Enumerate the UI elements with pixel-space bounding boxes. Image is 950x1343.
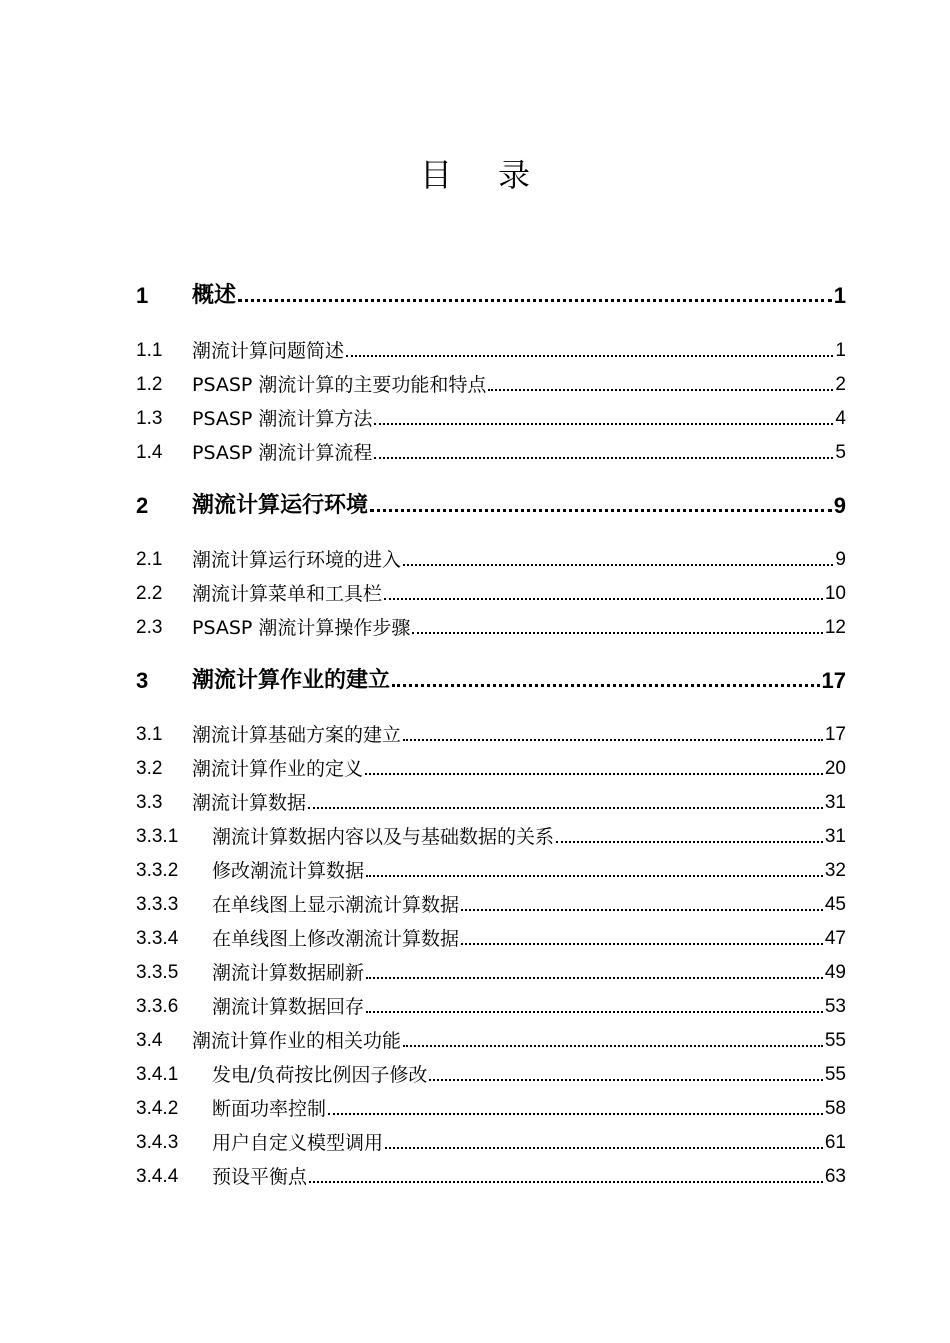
toc-entry-number: 2.1	[136, 549, 163, 570]
dot-leader	[403, 739, 823, 741]
dot-leader	[366, 1011, 823, 1013]
toc-entry-number: 1	[136, 283, 149, 308]
toc-entry[interactable]	[136, 926, 846, 952]
toc-entry[interactable]	[136, 1164, 846, 1190]
toc-entry-page: 45	[824, 894, 846, 915]
title-char-2: 录	[498, 156, 531, 194]
dot-leader	[308, 807, 823, 809]
toc-entry-number: 3.3.4	[136, 928, 179, 949]
toc-entry-number: 3.3.3	[136, 894, 179, 915]
toc-entry-page: 12	[824, 617, 846, 638]
dot-leader	[374, 457, 833, 459]
toc-entry-title: PSASP 潮流计算操作步骤	[192, 617, 411, 639]
toc-entry[interactable]	[136, 547, 846, 573]
toc-entry-title: 潮流计算问题简述	[192, 340, 345, 362]
toc-entry-page: 31	[824, 826, 846, 847]
toc-entry-page: 10	[824, 583, 846, 604]
toc-entry-title: 潮流计算作业的建立	[192, 668, 391, 693]
toc-entry-number: 3.3	[136, 792, 163, 813]
dot-leader	[392, 684, 820, 687]
toc-entry-number: 2.2	[136, 583, 163, 604]
toc-entry-page: 49	[824, 962, 846, 983]
toc-entry-number: 1.4	[136, 442, 163, 463]
toc-entry-page: 9	[835, 549, 846, 570]
toc-entry[interactable]	[136, 824, 846, 850]
toc-entry[interactable]	[136, 493, 846, 519]
dot-leader	[488, 389, 833, 391]
title-char-1: 目	[419, 156, 452, 194]
dot-leader	[429, 1079, 822, 1081]
toc-entry-number: 3.4.2	[136, 1098, 179, 1119]
toc-entry-number: 2.3	[136, 617, 163, 638]
dot-leader	[370, 509, 832, 512]
toc-entry-title: 潮流计算作业的定义	[192, 758, 364, 780]
toc-entry-page: 32	[824, 860, 846, 881]
toc-entry-title: 在单线图上显示潮流计算数据	[212, 894, 460, 916]
toc-entry-number: 3.4.1	[136, 1064, 179, 1085]
toc-entry[interactable]	[136, 858, 846, 884]
toc-entry-page: 31	[824, 792, 846, 813]
toc-entry[interactable]	[136, 1062, 846, 1088]
toc-entry-page: 63	[824, 1166, 846, 1187]
toc-entry-number: 3.3.2	[136, 860, 179, 881]
toc-entry-number: 3.4.3	[136, 1132, 179, 1153]
toc-entry-page: 17	[824, 724, 846, 745]
toc-entry-title: 在单线图上修改潮流计算数据	[212, 928, 460, 950]
toc-entry-title: 潮流计算数据刷新	[212, 962, 365, 984]
toc-entry-title: 潮流计算运行环境的进入	[192, 549, 402, 571]
toc-entry-page: 1	[833, 283, 846, 308]
dot-leader	[346, 355, 833, 357]
toc-entry-title: PSASP 潮流计算方法	[192, 408, 373, 430]
toc-entry-page: 47	[824, 928, 846, 949]
toc-entry-page: 20	[824, 758, 846, 779]
toc-entry-number: 1.3	[136, 408, 163, 429]
dot-leader	[403, 1045, 823, 1047]
toc-entry-number: 3	[136, 668, 149, 693]
toc-entry-title: 潮流计算作业的相关功能	[192, 1030, 402, 1052]
toc-entry-title: 预设平衡点	[212, 1166, 308, 1188]
dot-leader	[385, 1147, 823, 1149]
dot-leader	[384, 598, 823, 600]
dot-leader	[556, 841, 823, 843]
toc-entry-page: 9	[833, 493, 846, 518]
toc-entry-number: 3.2	[136, 758, 163, 779]
dot-leader	[365, 773, 823, 775]
toc-entry[interactable]	[136, 960, 846, 986]
toc-entry-page: 55	[824, 1064, 846, 1085]
toc-entry[interactable]	[136, 440, 846, 466]
dot-leader	[412, 632, 822, 634]
toc-entry-page: 53	[824, 996, 846, 1017]
toc-entry-title: 潮流计算数据	[192, 792, 307, 814]
toc-entry-number: 2	[136, 493, 149, 518]
dot-leader	[461, 943, 823, 945]
toc-entry-page: 5	[835, 442, 846, 463]
toc-entry[interactable]	[136, 338, 846, 364]
toc-entry[interactable]	[136, 1028, 846, 1054]
page-title	[0, 150, 950, 196]
toc-entry-title: PSASP 潮流计算的主要功能和特点	[192, 374, 487, 396]
toc-entry-number: 1.1	[136, 340, 163, 361]
dot-leader	[374, 423, 833, 425]
toc-entry-title: 用户自定义模型调用	[212, 1132, 384, 1154]
toc-entry[interactable]	[136, 581, 846, 607]
toc-entry-number: 3.3.1	[136, 826, 179, 847]
toc-entry[interactable]	[136, 1096, 846, 1122]
toc-entry-title: 概述	[192, 283, 237, 308]
toc-entry-title: 潮流计算数据内容以及与基础数据的关系	[212, 826, 555, 848]
toc-entry-page: 1	[835, 340, 846, 361]
toc-entry-title: 潮流计算基础方案的建立	[192, 724, 402, 746]
toc-entry[interactable]	[136, 994, 846, 1020]
toc-entry-title: 潮流计算运行环境	[192, 493, 369, 518]
toc-entry-title: 潮流计算数据回存	[212, 996, 365, 1018]
toc-entry-title: 潮流计算菜单和工具栏	[192, 583, 383, 605]
toc-entry-title: 发电/负荷按比例因子修改	[212, 1064, 428, 1086]
toc-entry[interactable]	[136, 283, 846, 309]
toc-entry[interactable]	[136, 1130, 846, 1156]
dot-leader	[403, 564, 833, 566]
toc-entry-number: 3.3.5	[136, 962, 179, 983]
toc-entry[interactable]	[136, 892, 846, 918]
toc-entry-page: 4	[835, 408, 846, 429]
toc-entry-title: 修改潮流计算数据	[212, 860, 365, 882]
toc-entry-number: 3.3.6	[136, 996, 179, 1017]
toc-entry[interactable]	[136, 668, 846, 694]
dot-leader	[366, 977, 823, 979]
toc-entry-number: 3.4	[136, 1030, 163, 1051]
toc-entry-number: 1.2	[136, 374, 163, 395]
toc-entry-page: 2	[835, 374, 846, 395]
toc-entry-page: 55	[824, 1030, 846, 1051]
dot-leader	[328, 1113, 823, 1115]
toc-entry[interactable]	[136, 406, 846, 432]
toc-entry-page: 17	[821, 668, 846, 693]
toc-entry[interactable]	[136, 722, 846, 748]
toc-entry[interactable]	[136, 615, 846, 641]
dot-leader	[309, 1181, 823, 1183]
toc-entry-number: 3.1	[136, 724, 163, 745]
dot-leader	[461, 909, 823, 911]
toc-entry-number: 3.4.4	[136, 1166, 179, 1187]
dot-leader	[238, 299, 832, 302]
toc-entry[interactable]	[136, 372, 846, 398]
toc-entry-title: PSASP 潮流计算流程	[192, 442, 373, 464]
toc-entry[interactable]	[136, 756, 846, 782]
toc-entry-title: 断面功率控制	[212, 1098, 327, 1120]
toc-entry-page: 58	[824, 1098, 846, 1119]
toc-entry-page: 61	[824, 1132, 846, 1153]
toc-entry[interactable]	[136, 790, 846, 816]
dot-leader	[366, 875, 823, 877]
